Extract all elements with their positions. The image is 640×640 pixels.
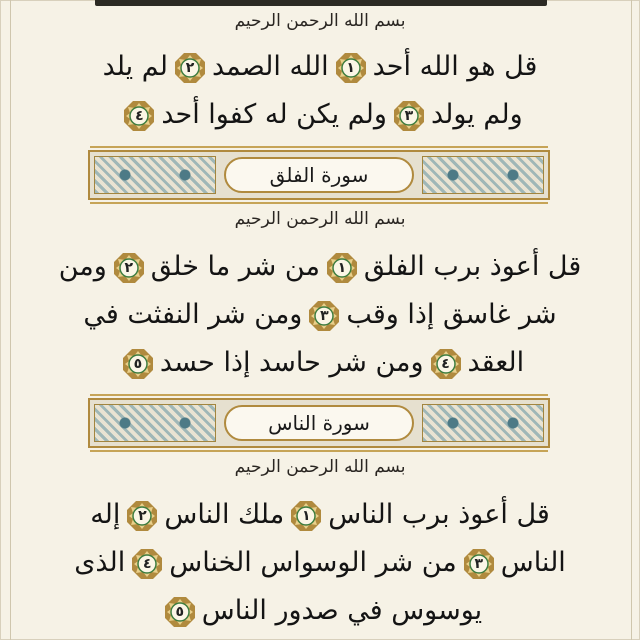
ayah-number: ١: [346, 59, 355, 76]
ayah-text: لم يلد: [102, 51, 168, 82]
ayah-line: [40, 340, 600, 386]
ayah-number: ٣: [474, 555, 483, 572]
surah-header-nas: [88, 398, 550, 448]
ayah-number: ٥: [175, 603, 185, 620]
ayah-line: [40, 588, 600, 634]
ayah-number: ٤: [135, 107, 144, 124]
ayah-number-marker: [131, 548, 163, 580]
ayah-text: ومن شر حاسد إذا حسد: [159, 347, 424, 378]
ayah-line: [40, 540, 600, 586]
ayah-text: إله: [90, 499, 121, 530]
ornament-panel: [94, 156, 216, 194]
ayah-number-marker: [174, 52, 206, 84]
ayah-number-marker: [164, 596, 196, 628]
banner-rule: [90, 146, 548, 148]
ayah-text: شر غاسق إذا وقب: [346, 299, 557, 330]
ayah-number: ٥: [133, 355, 143, 372]
ayah-number: ٤: [441, 355, 450, 372]
ayah-text: قل أعوذ برب الناس: [328, 499, 550, 530]
ayah-number: ٤: [142, 555, 152, 572]
surah-title: سورة الفلق: [224, 157, 414, 193]
surah-header-falaq: [88, 150, 550, 200]
basmala-falaq: بسم الله الرحمن الرحيم: [234, 209, 406, 229]
ayah-text: الذى: [74, 547, 126, 578]
ayah-number: ٢: [124, 259, 134, 276]
ayah-line: [40, 292, 600, 338]
ayah-text: ولم يولد: [430, 99, 523, 130]
basmala-ikhlas: بسم الله الرحمن الرحيم: [234, 11, 406, 31]
ayah-line: [40, 492, 600, 538]
basmala-nas: بسم الله الرحمن الرحيم: [234, 457, 406, 477]
ayah-number: ٣: [320, 307, 329, 324]
ayah-line: [40, 92, 600, 138]
surah-title: سورة الناس: [224, 405, 414, 441]
ayah-text: ومن: [58, 251, 107, 282]
ayah-text: الله الصمد: [211, 51, 329, 82]
ayah-line: [40, 44, 600, 90]
ayah-line: [40, 244, 600, 290]
ayah-number-marker: [122, 348, 154, 380]
ayah-number-marker: [308, 300, 340, 332]
ayah-text: ولم يكن له كفوا أحد: [161, 99, 387, 130]
banner-rule: [90, 450, 548, 452]
banner-rule: [90, 202, 548, 204]
ayah-number-marker: [326, 252, 358, 284]
ayah-number: ٣: [404, 107, 414, 124]
ayah-text: قل أعوذ برب الفلق: [363, 251, 582, 282]
ayah-number: ١: [337, 259, 347, 276]
ayah-number-marker: [463, 548, 495, 580]
ayah-text: من شر ما خلق: [150, 251, 320, 282]
ayah-number-marker: [335, 52, 367, 84]
ayah-number-marker: [123, 100, 155, 132]
ayah-text: ومن شر النفثت في: [83, 299, 303, 330]
top-ornament-bar: [95, 0, 547, 6]
ayah-number: ١: [301, 507, 311, 524]
ayah-number: ٢: [185, 59, 195, 76]
ayah-number-marker: [290, 500, 322, 532]
ayah-number: ٢: [138, 507, 147, 524]
ornament-panel: [422, 156, 544, 194]
ayah-number-marker: [430, 348, 462, 380]
ornament-panel: [422, 404, 544, 442]
ayah-text: الناس: [500, 547, 566, 578]
ornament-panel: [94, 404, 216, 442]
ayah-text: من شر الوسواس الخناس: [169, 547, 457, 578]
ayah-number-marker: [393, 100, 425, 132]
ayah-text: ملك الناس: [164, 499, 285, 530]
banner-rule: [90, 394, 548, 396]
ayah-text: يوسوس في صدور الناس: [201, 595, 483, 626]
ayah-number-marker: [126, 500, 158, 532]
ayah-text: العقد: [467, 347, 525, 378]
ayah-number-marker: [113, 252, 145, 284]
ayah-text: قل هو الله أحد: [372, 51, 538, 82]
